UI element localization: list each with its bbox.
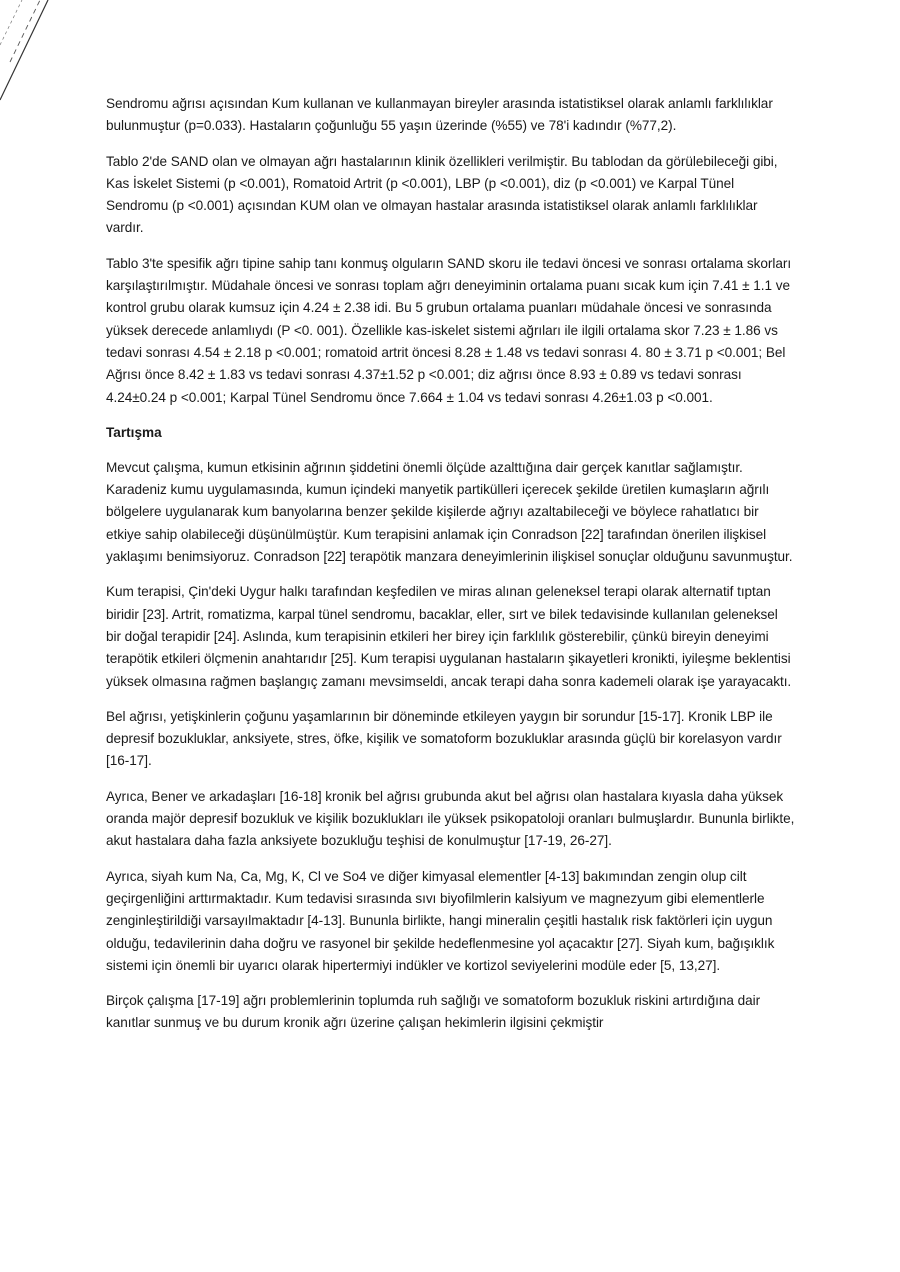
paragraph-results-2: Tablo 2'de SAND olan ve olmayan ağrı hastalarının klinik özellikleri verilmiştir. Bu tablodan da görülebileceği gibi, Kas İskelet Sistemi (p <0.001), Romatoid Artrit (p <0.001), LBP (p <0.001), diz (p <0.001) ve Karpal Tünel Sendromu (p <0.001) açısından KUM olan ve olmayan hastalar arasında istatistiksel olarak anlamlı farklılıklar vardır.: [106, 153, 778, 236]
corner-line-solid: [0, 0, 48, 100]
scan-corner-marks: [0, 0, 90, 110]
paragraph-results-1: Sendromu ağrısı açısından Kum kullanan ve kullanmayan bireyler arasında istatistiksel olarak anlamlı farklılıklar bulunmuştur (p=0.033). Hastaların çoğunluğu 55 yaşın üzerinde (%55) ve 78'i kadındır (%77,2).: [106, 96, 773, 134]
paragraph-discussion-5: Ayrıca, siyah kum Na, Ca, Mg, K, Cl ve So4 ve diğer kimyasal elementler [4-13] bakımından zengin olup cilt geçirgenliğini arttırmaktadır. Kum tedavisi sırasında sıvı biyofilmlerin kalsiyum ve magnezyum gibi elementlerle zenginleştirildiği varsayılmaktadır [4-13]. Bununla birlikte, hangi mineralin çeşitli hastalık risk faktörleri için uygun olduğu, tedavilerinin daha doğru ve rasyonel bir şekilde hedeflenmesine yol açacaktır [27]. Siyah kum, bağışıklık sistemi için önemli bir uyarıcı olarak hipertermiyi indükler ve kortizol seviyelerini modüle eder [5, 13,27].: [106, 868, 775, 973]
paragraph-discussion-6: Birçok çalışma [17-19] ağrı problemlerinin toplumda ruh sağlığı ve somatoform bozukluk riskini artırdığına dair kanıtlar sunmuş ve bu durum kronik ağrı üzerine çalışan hekimlerin ilgisini çekmiştir: [106, 993, 761, 1031]
paragraph-discussion-4: Ayrıca, Bener ve arkadaşları [16-18] kronik bel ağrısı grubunda akut bel ağrısı olan hastalara kıyasla daha yüksek oranda majör depresif bozukluk ve kişilik bozuklukları ile yüksek psikopatoloji oranları bulmuşlardır. Bununla birlikte, akut hastalara daha fazla anksiyete bozukluğu teşhisi de konulmuştur [17-19, 26-27].: [106, 788, 795, 849]
corner-line-dashed: [10, 0, 40, 62]
paragraph-discussion-3: Bel ağrısı, yetişkinlerin çoğunu yaşamlarının bir döneminde etkileyen yaygın bir sorundur [15-17]. Kronik LBP ile depresif bozukluklar, anksiyete, stres, öfke, kişilik ve somatoform bozukluklar arasında güçlü bir korelasyon vardır [16-17].: [106, 708, 782, 769]
paragraph-discussion-1: Mevcut çalışma, kumun etkisinin ağrının şiddetini önemli ölçüde azalttığına dair gerçek kanıtlar sağlamıştır. Karadeniz kumu uygulamasında, kumun içindeki manyetik partikülleri içerecek şekilde üretilen kumaşların ağrılı bölgelere uygulanarak kum banyolarına benzer şekilde kişilerde ağrıyı azaltabileceği ve böylece rahatlatıcı bir etkiye sahip olabileceği düşünülmüştür. Kum terapisini anlamak için Conradson [22] tarafından önerilen ilişkisel yaklaşımı benimsiyoruz. Conradson [22] terapötik manzara deneyimlerinin ilişkisel sonuçlar olduğunu savunmuştur.: [106, 459, 793, 565]
section-heading-discussion: Tartışma: [106, 424, 162, 440]
corner-line-faint: [0, 0, 22, 45]
paragraph-results-3: Tablo 3'te spesifik ağrı tipine sahip tanı konmuş olguların SAND skoru ile tedavi öncesi ve sonrası ortalama skorları karşılaştırılmıştır. Müdahale öncesi ve sonrası toplam ağrı deneyiminin ortalama puanı sıcak kum için 7.41 ± 1.1 ve kontrol grubu olarak kumsuz için 4.24 ± 2.38 idi. Bu 5 grubun ortalama puanları müdahale öncesi ve sonrasında yüksek derecede anlamlıydı (P <0. 001). Özellikle kas-iskelet sistemi ağrıları ile ilgili ortalama skor 7.23 ± 1.86 vs tedavi sonrası 4.54 ± 2.18 p <0.001; romatoid artrit öncesi 8.28 ± 1.48 vs tedavi sonrası 4. 80 ± 3.71 p <0.001; Bel Ağrısı önce 8.42 ± 1.83 vs tedavi sonrası 4.37±1.52 p <0.001; diz ağrısı önce 8.93 ± 0.89 vs tedavi sonrası 4.24±0.24 p <0.001; Karpal Tünel Sendromu önce 7.664 ± 1.04 vs tedavi sonrası 4.26±1.03 p <0.001.: [106, 255, 792, 405]
document-body: [106, 93, 796, 1048]
paragraph-discussion-2: Kum terapisi, Çin'deki Uygur halkı tarafından keşfedilen ve miras alınan geleneksel terapi olarak alternatif tıptan biridir [23]. Artrit, romatizma, karpal tünel sendromu, bacaklar, eller, sırt ve bilek tedavisinde kullanılan geleneksel bir doğal terapidir [24]. Aslında, kum terapisinin etkileri her birey için farklılık gösterebilir, çünkü bireyin deneyimi terapötik etkileri ölçmenin anahtarıdır [25]. Kum terapisi uygulanan hastaların şikayetleri kronikti, iyileşme beklentisi yüksek olmasına rağmen başlangıç zamanı mevsimseldi, ancak terapi daha sonra kademeli olarak işe yarayacaktı.: [106, 584, 792, 689]
